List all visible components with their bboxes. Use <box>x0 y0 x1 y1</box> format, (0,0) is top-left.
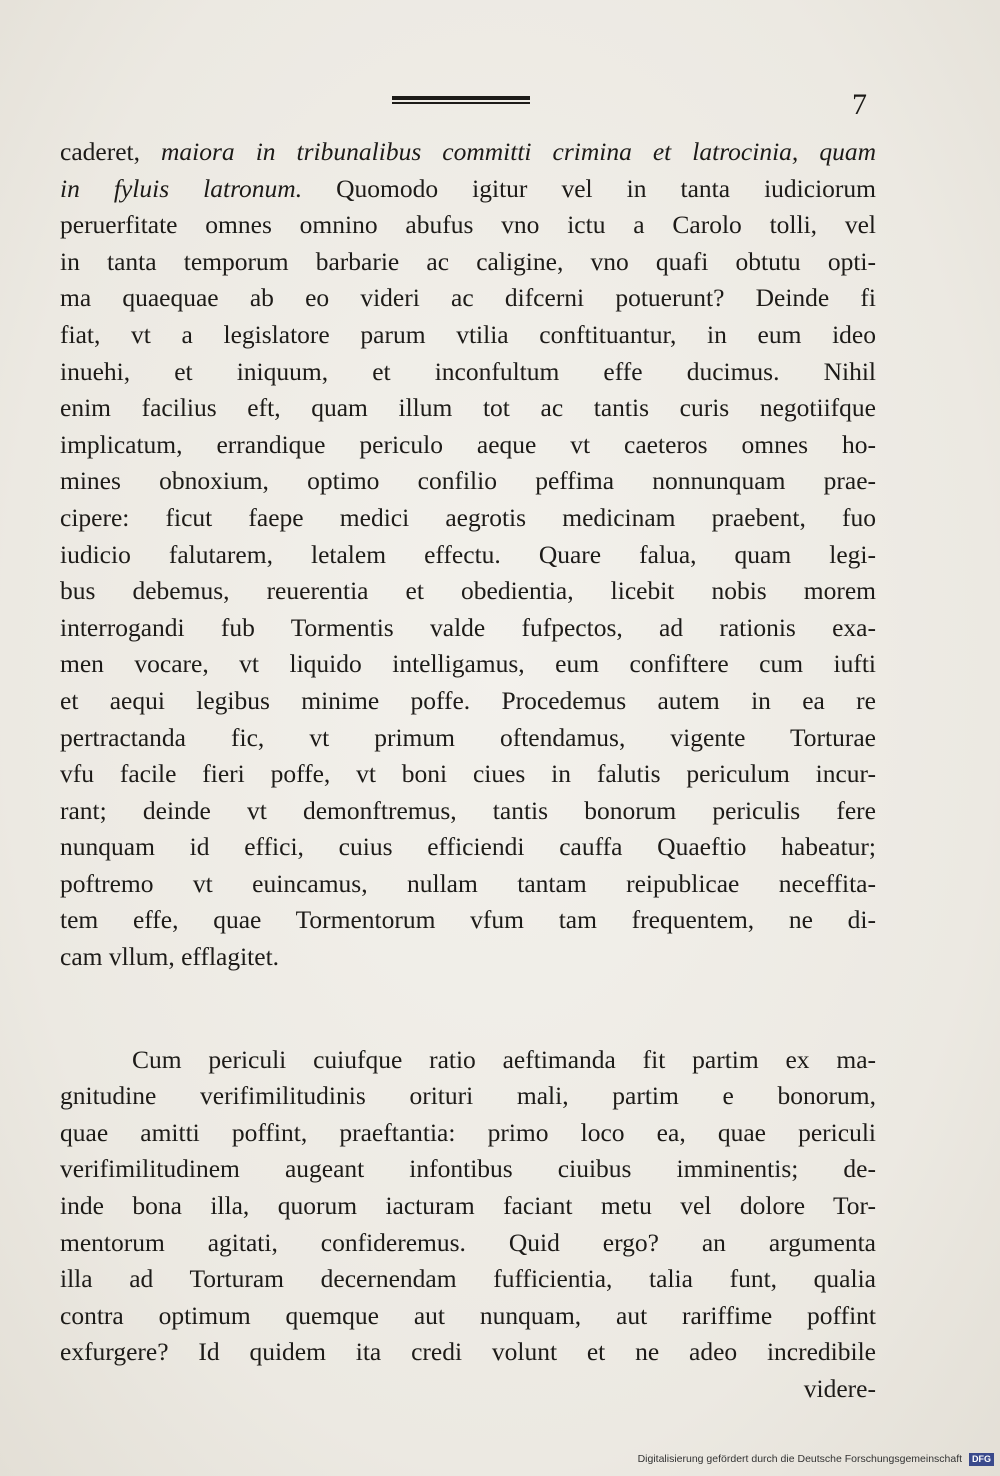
line-text: tem effe, quae Tormentorum vfum tam frequentem, ne di- <box>60 905 876 935</box>
text-line <box>60 866 876 903</box>
line-text: cipere: ficut faepe medici aegrotis medicinam praebent, fuo <box>60 502 876 532</box>
digitization-credit <box>614 1450 994 1468</box>
body-text <box>60 134 876 1408</box>
text-line <box>60 390 876 427</box>
text-line <box>60 427 876 464</box>
line-text: rant; deinde vt demonftremus, tantis bonorum periculis fere <box>60 795 876 825</box>
text-line <box>60 500 876 537</box>
line-text: pertractanda fic, vt primum oftendamus, vigente Torturae <box>60 722 876 752</box>
text-line <box>60 610 876 647</box>
text-line <box>60 683 876 720</box>
line-text: implicatum, errandique periculo aeque vt caeteros omnes ho- <box>60 429 876 459</box>
header-ornament-rule <box>392 96 530 105</box>
credit-text: Digitalisierung gefördert durch die Deutsche Forschungsgemeinschaft <box>637 1453 963 1465</box>
text-line <box>60 134 876 171</box>
line-text: enim facilius eft, quam illum tot ac tantis curis negotiifque <box>60 393 876 423</box>
italic-text: maiora in tribunalibus committi crimina et latrocinia, quam <box>161 137 876 166</box>
line-text: mines obnoxium, optimo confilio peffima nonnunquam prae- <box>60 466 876 496</box>
paragraph-1 <box>60 134 876 976</box>
paragraph-2 <box>60 1042 876 1371</box>
line-text: nunquam id effici, cuius efficiendi cauffa Quaeftio habeatur; <box>60 832 876 862</box>
page-number: 7 <box>852 88 867 121</box>
text-line <box>60 902 876 939</box>
text-line: contra optimum quemque aut nunquam, aut rariffime poffint <box>60 1300 876 1330</box>
text-line <box>60 829 876 866</box>
line-text: in tanta temporum barbarie ac caligine, vno quafi obtutu opti- <box>60 246 876 276</box>
text-line <box>60 280 876 317</box>
text-line <box>60 939 876 976</box>
text-line: Cum periculi cuiufque ratio aeftimanda fit partim ex ma- <box>132 1044 876 1074</box>
line-text: iudicio falutarem, letalem effectu. Quare falua, quam legi- <box>60 539 876 569</box>
text-line <box>60 317 876 354</box>
line-text: cam vllum, efflagitet. <box>60 942 280 972</box>
text-line: quae amitti poffint, praeftantia: primo loco ea, quae periculi <box>60 1117 876 1147</box>
text-line: illa ad Torturam decernendam fufficientia, talia funt, qualia <box>60 1264 876 1294</box>
text-line <box>60 207 876 244</box>
line-text: poftremo vt euincamus, nullam tantam reipublicae neceffita- <box>60 868 876 898</box>
line-text: fiat, vt a legislatore parum vtilia conftituantur, in eum ideo <box>60 319 876 349</box>
text-line <box>60 573 876 610</box>
line-text: interrogandi fub Tormentis valde fufpectos, ad rationis exa- <box>60 612 876 642</box>
text-line <box>60 793 876 830</box>
text-line: mentorum agitati, confideremus. Quid ergo? an argumenta <box>60 1227 876 1257</box>
line-text: inuehi, et iniquum, et inconfultum effe ducimus. Nihil <box>60 356 876 386</box>
text-line: inde bona illa, quorum iacturam faciant metu vel dolore Tor- <box>60 1191 876 1221</box>
text-line <box>60 537 876 574</box>
line-text: caderet, <box>60 137 161 166</box>
text-line <box>60 354 876 391</box>
catchword: videre- <box>803 1374 876 1403</box>
text-line: verifimilitudinem augeant infontibus ciuibus imminentis; de- <box>60 1154 876 1184</box>
text-line <box>60 720 876 757</box>
line-text: vfu facile fieri poffe, vt boni ciues in falutis periculum incur- <box>60 759 876 789</box>
italic-text: in fyluis latronum. <box>60 173 303 203</box>
text-line: gnitudine verifimilitudinis orituri mali, partim e bonorum, <box>60 1081 876 1111</box>
text-line <box>60 244 876 281</box>
text-line <box>60 756 876 793</box>
dfg-logo: DFG <box>969 1453 994 1466</box>
line-text: peruerfitate omnes omnino abufus vno ictu a Carolo tolli, vel <box>60 210 876 240</box>
line-text: men vocare, vt liquido intelligamus, eum confiftere cum iufti <box>60 649 876 679</box>
text-line <box>60 646 876 683</box>
text-line <box>60 463 876 500</box>
line-text: ma quaequae ab eo videri ac difcerni potuerunt? Deinde fi <box>60 283 876 313</box>
line-text: bus debemus, reuerentia et obedientia, licebit nobis morem <box>60 576 876 606</box>
line-text: Quomodo igitur vel in tanta iudiciorum <box>302 173 876 203</box>
text-line <box>60 171 876 208</box>
text-line: exfurgere? Id quidem ita credi volunt et ne adeo incredibile <box>60 1337 876 1367</box>
line-text: et aequi legibus minime poffe. Procedemus autem in ea re <box>60 685 876 715</box>
